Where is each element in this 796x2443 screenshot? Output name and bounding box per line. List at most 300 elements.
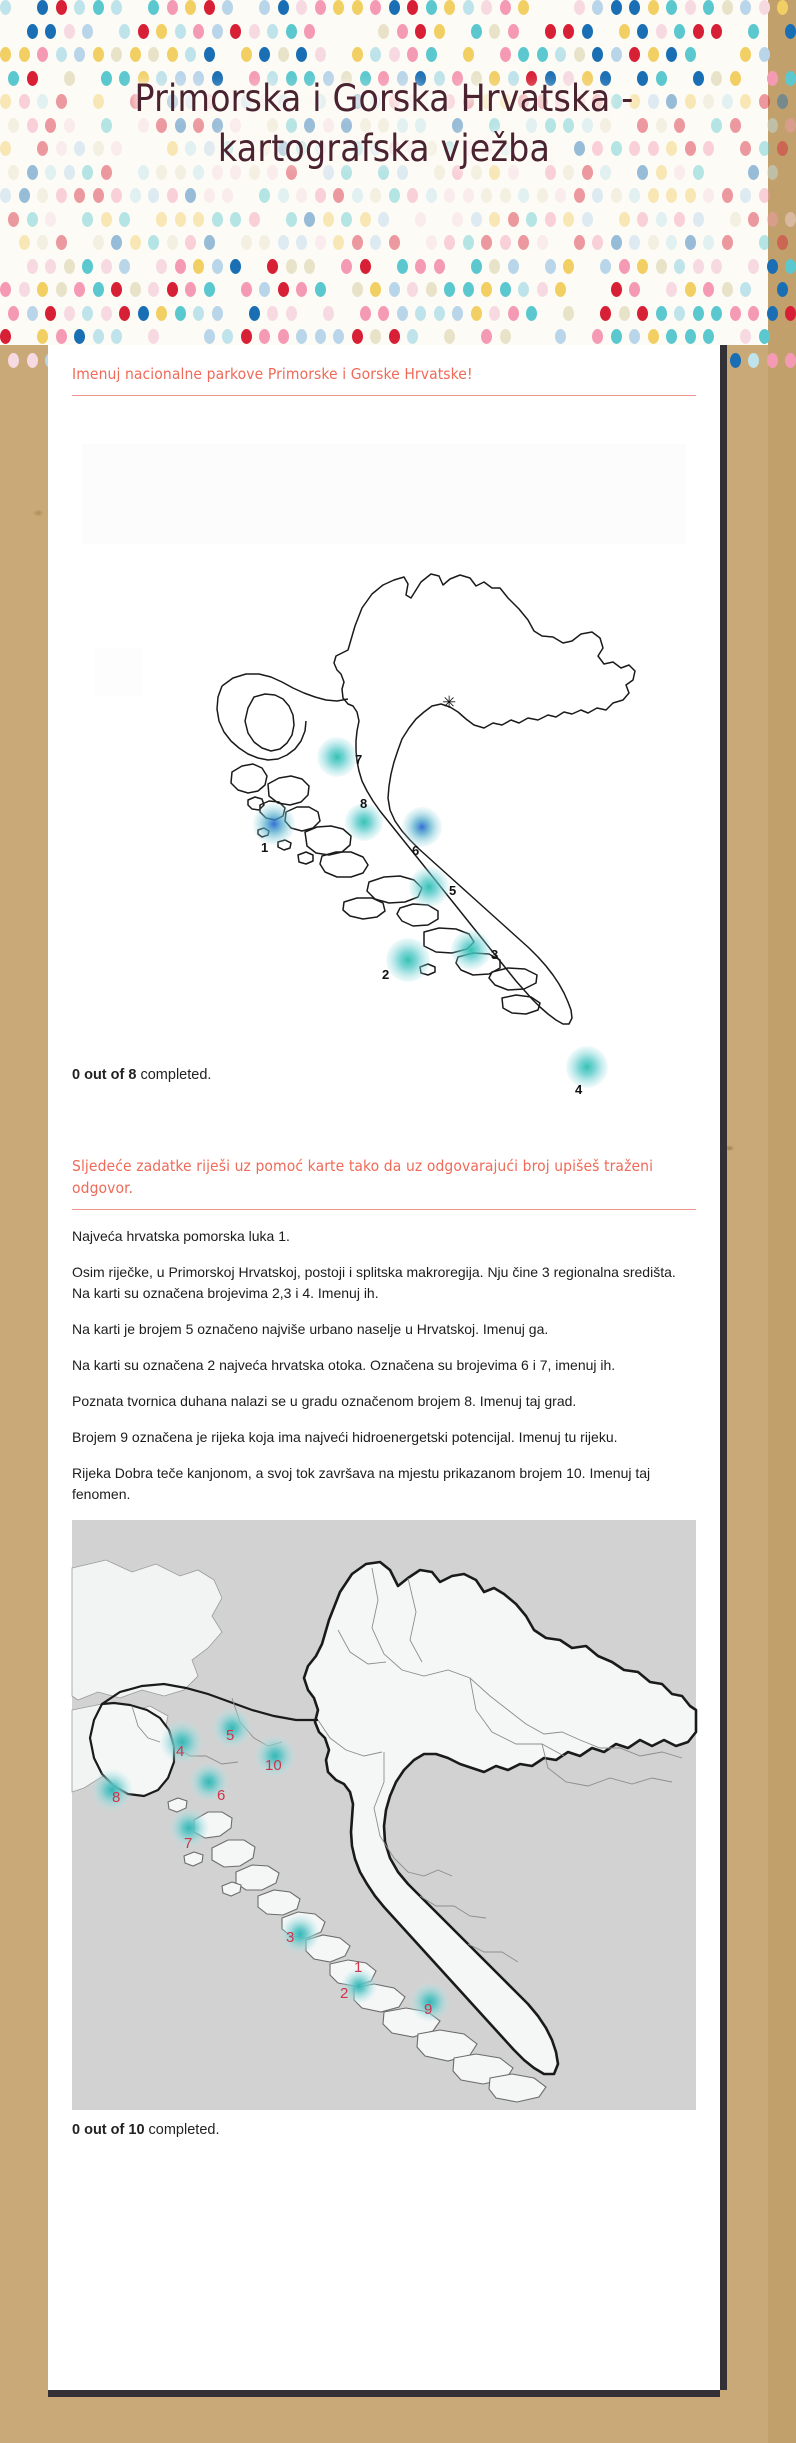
dot	[785, 353, 796, 368]
dot	[434, 259, 445, 274]
dot	[500, 188, 511, 203]
dot	[341, 212, 352, 227]
dot	[212, 259, 223, 274]
dot	[463, 47, 474, 62]
dot	[360, 212, 371, 227]
svg-text:9: 9	[424, 2001, 433, 2018]
dot	[241, 329, 252, 344]
dot	[230, 212, 241, 227]
dot	[74, 188, 85, 203]
task-item: Na karti su označena 2 najveća hrvatska otoka. Označena su brojevima 6 i 7, imenuj ih.	[72, 1357, 616, 1373]
dot	[64, 306, 75, 321]
dot	[711, 259, 722, 274]
dot	[722, 188, 733, 203]
dot	[518, 282, 529, 297]
dot	[637, 306, 648, 321]
task-item: Najveća hrvatska pomorska luka 1.	[72, 1228, 290, 1244]
dot	[304, 24, 315, 39]
dot	[537, 188, 548, 203]
section1-heading: Imenuj nacionalne parkove Primorske i Gorske Hrvatske!	[72, 365, 473, 383]
dot	[785, 118, 796, 133]
dot	[37, 235, 48, 250]
dot	[119, 24, 130, 39]
dot	[444, 329, 455, 344]
svg-text:7: 7	[184, 1835, 193, 1852]
dot	[397, 306, 408, 321]
dot	[582, 212, 593, 227]
dot	[130, 282, 141, 297]
dot	[138, 306, 149, 321]
dot	[204, 47, 215, 62]
dot	[545, 259, 556, 274]
dot	[370, 235, 381, 250]
dot	[8, 212, 19, 227]
dot	[767, 71, 778, 86]
dot	[426, 235, 437, 250]
dot	[711, 24, 722, 39]
dot	[481, 282, 492, 297]
dot	[685, 235, 696, 250]
dot	[389, 282, 400, 297]
dot	[389, 0, 400, 15]
dot	[389, 235, 400, 250]
dot	[241, 47, 252, 62]
dot	[452, 306, 463, 321]
dot	[315, 188, 326, 203]
page-header	[0, 0, 768, 345]
dot	[785, 306, 796, 321]
dot	[130, 235, 141, 250]
svg-text:4: 4	[176, 1743, 185, 1760]
dot	[407, 329, 418, 344]
dot	[56, 282, 67, 297]
dot	[74, 282, 85, 297]
svg-text:3: 3	[491, 947, 499, 962]
dot	[415, 212, 426, 227]
dot	[230, 259, 241, 274]
dot	[148, 188, 159, 203]
dot	[563, 24, 574, 39]
dot	[397, 259, 408, 274]
dot	[119, 306, 130, 321]
dot	[185, 188, 196, 203]
dot	[193, 24, 204, 39]
croatia-grey-map[interactable]	[72, 1520, 696, 2110]
dot	[278, 235, 289, 250]
dot	[767, 353, 778, 368]
dot	[333, 329, 344, 344]
dot	[315, 47, 326, 62]
dot	[748, 306, 759, 321]
section2-progress-suffix: completed.	[144, 2122, 220, 2138]
dot	[629, 47, 640, 62]
dot	[619, 24, 630, 39]
dot	[508, 259, 519, 274]
dot	[592, 329, 603, 344]
dot	[222, 329, 233, 344]
dot	[352, 235, 363, 250]
dot	[360, 259, 371, 274]
dot	[119, 259, 130, 274]
dot	[767, 212, 778, 227]
dot	[27, 212, 38, 227]
dot	[508, 306, 519, 321]
dot	[212, 24, 223, 39]
dot	[204, 188, 215, 203]
dot	[648, 235, 659, 250]
section2-progress-count: 0 out of 10	[72, 2122, 145, 2138]
svg-text:✳: ✳	[442, 693, 457, 712]
dot	[656, 212, 667, 227]
dot	[175, 259, 186, 274]
dot	[286, 24, 297, 39]
dot	[93, 329, 104, 344]
dot	[666, 282, 677, 297]
dot	[352, 188, 363, 203]
dot	[19, 188, 30, 203]
dot	[82, 259, 93, 274]
svg-text:8: 8	[360, 796, 368, 811]
dot	[785, 259, 796, 274]
dot	[0, 188, 11, 203]
dot	[611, 47, 622, 62]
dot	[296, 329, 307, 344]
dot	[93, 47, 104, 62]
dot	[574, 0, 585, 15]
dot	[592, 47, 603, 62]
dot	[130, 47, 141, 62]
dot	[111, 0, 122, 15]
svg-text:2: 2	[382, 967, 390, 982]
dot	[185, 0, 196, 15]
dot	[56, 47, 67, 62]
dot	[500, 282, 511, 297]
dot	[74, 47, 85, 62]
dot	[111, 47, 122, 62]
dot	[748, 24, 759, 39]
dot	[481, 329, 492, 344]
dot	[611, 235, 622, 250]
dot	[666, 188, 677, 203]
dot	[415, 306, 426, 321]
dot	[767, 306, 778, 321]
dot	[563, 306, 574, 321]
dot	[489, 212, 500, 227]
dot	[656, 306, 667, 321]
dot	[204, 282, 215, 297]
dot	[767, 165, 778, 180]
dot	[426, 0, 437, 15]
page-title	[0, 74, 768, 173]
dot	[315, 235, 326, 250]
dot	[759, 188, 770, 203]
dot	[555, 329, 566, 344]
dot	[167, 47, 178, 62]
dot	[740, 329, 751, 344]
dot	[304, 212, 315, 227]
svg-text:5: 5	[226, 1727, 235, 1744]
dot	[426, 188, 437, 203]
dot	[241, 235, 252, 250]
task-list	[72, 1226, 696, 1505]
dot	[582, 24, 593, 39]
dot	[111, 188, 122, 203]
dot	[82, 24, 93, 39]
dot	[370, 47, 381, 62]
section-spacer	[72, 1109, 696, 1155]
dot	[156, 24, 167, 39]
dot	[352, 47, 363, 62]
dot	[286, 306, 297, 321]
dot	[259, 188, 270, 203]
dot	[296, 47, 307, 62]
dot	[481, 0, 492, 15]
svg-text:2: 2	[340, 1985, 349, 2002]
dot	[82, 212, 93, 227]
dot	[611, 188, 622, 203]
section1-progress-count: 0 out of 8	[72, 1067, 137, 1083]
dot	[241, 282, 252, 297]
dot	[267, 24, 278, 39]
dot	[426, 282, 437, 297]
dot	[693, 259, 704, 274]
dot	[648, 188, 659, 203]
dot	[656, 24, 667, 39]
dot	[8, 306, 19, 321]
dot	[259, 0, 270, 15]
dot	[666, 0, 677, 15]
dot	[730, 306, 741, 321]
dot	[370, 0, 381, 15]
dot	[101, 259, 112, 274]
dot	[389, 329, 400, 344]
dot	[286, 259, 297, 274]
dot	[711, 306, 722, 321]
dot	[8, 353, 19, 368]
dot	[629, 235, 640, 250]
dot	[426, 47, 437, 62]
dot	[204, 235, 215, 250]
dot	[148, 235, 159, 250]
dot	[703, 0, 714, 15]
svg-text:1: 1	[261, 840, 269, 855]
dot	[748, 259, 759, 274]
dot	[703, 235, 714, 250]
dot	[611, 282, 622, 297]
dot	[600, 306, 611, 321]
dot	[489, 24, 500, 39]
dot	[637, 212, 648, 227]
dot	[259, 235, 270, 250]
dot	[185, 282, 196, 297]
dot	[315, 0, 326, 15]
dot	[101, 212, 112, 227]
dot	[37, 47, 48, 62]
dot	[333, 0, 344, 15]
dot	[693, 24, 704, 39]
svg-text:7: 7	[355, 752, 363, 767]
dot	[148, 282, 159, 297]
task-item: Osim riječke, u Primorskoj Hrvatskoj, postoji i splitska makroregija. Nju čine 3 regionalna središta. Na karti su označena brojevima 2,3 i 4. Imenuj ih.	[72, 1264, 676, 1301]
dot	[193, 212, 204, 227]
svg-text:4: 4	[575, 1082, 583, 1097]
dot	[259, 282, 270, 297]
dot	[222, 0, 233, 15]
dot	[481, 235, 492, 250]
dot	[444, 282, 455, 297]
dot	[352, 0, 363, 15]
dot	[167, 235, 178, 250]
dot	[323, 212, 334, 227]
croatia-grey-map-svg	[72, 1520, 696, 2110]
dot	[767, 259, 778, 274]
dot	[156, 212, 167, 227]
dot	[259, 329, 270, 344]
section2-heading: Sljedeće zadatke riješi uz pomoć karte tako da uz odgovarajući broj upišeš traženi odgovor.	[72, 1157, 654, 1197]
dot	[777, 235, 788, 250]
dot	[463, 282, 474, 297]
dot	[555, 282, 566, 297]
dot	[648, 47, 659, 62]
dot	[759, 235, 770, 250]
dot	[777, 94, 788, 109]
dot	[323, 306, 334, 321]
dot	[674, 306, 685, 321]
dot	[37, 329, 48, 344]
dot	[463, 0, 474, 15]
dot	[674, 212, 685, 227]
dot	[352, 329, 363, 344]
dot	[56, 329, 67, 344]
dot	[267, 259, 278, 274]
dot	[175, 306, 186, 321]
dot	[648, 0, 659, 15]
dot	[666, 329, 677, 344]
dot	[111, 282, 122, 297]
dot	[656, 259, 667, 274]
dot	[730, 212, 741, 227]
dot	[592, 188, 603, 203]
content-card	[48, 345, 720, 2390]
dot	[304, 259, 315, 274]
dot	[722, 0, 733, 15]
dot	[389, 188, 400, 203]
task-item: Na karti je brojem 5 označeno najviše urbano naselje u Hrvatskoj. Imenuj ga.	[72, 1321, 549, 1337]
dot	[740, 282, 751, 297]
dot	[685, 329, 696, 344]
svg-text:6: 6	[217, 1787, 226, 1804]
dot	[185, 235, 196, 250]
dot	[444, 0, 455, 15]
dot	[629, 0, 640, 15]
dot	[444, 235, 455, 250]
dot	[249, 24, 260, 39]
dot	[333, 235, 344, 250]
task-item: Rijeka Dobra teče kanjonom, a svoj tok završava na mjestu prikazanom brojem 10. Imenuj taj fenomen.	[72, 1465, 651, 1502]
dot	[249, 306, 260, 321]
dot	[471, 212, 482, 227]
dot	[489, 306, 500, 321]
dot	[722, 282, 733, 297]
dot	[82, 306, 93, 321]
dot	[703, 329, 714, 344]
dot	[278, 47, 289, 62]
dot	[278, 282, 289, 297]
dot	[563, 212, 574, 227]
dot	[148, 0, 159, 15]
dot	[37, 282, 48, 297]
dot	[296, 0, 307, 15]
dot	[518, 188, 529, 203]
dot	[748, 353, 759, 368]
dot	[167, 188, 178, 203]
dot	[574, 188, 585, 203]
dot	[193, 306, 204, 321]
dot	[93, 235, 104, 250]
dot	[500, 235, 511, 250]
dot	[415, 24, 426, 39]
dot	[93, 282, 104, 297]
dot	[370, 188, 381, 203]
dot	[167, 282, 178, 297]
dot	[574, 47, 585, 62]
dot	[93, 0, 104, 15]
dot	[119, 212, 130, 227]
dot	[333, 188, 344, 203]
dot	[611, 0, 622, 15]
dot	[500, 329, 511, 344]
dot	[619, 259, 630, 274]
dot	[278, 188, 289, 203]
dot	[407, 0, 418, 15]
dot	[434, 24, 445, 39]
dot	[360, 306, 371, 321]
dot	[74, 0, 85, 15]
dot	[629, 282, 640, 297]
dot	[27, 24, 38, 39]
dot	[175, 24, 186, 39]
dot	[45, 259, 56, 274]
dot	[703, 188, 714, 203]
dot	[378, 306, 389, 321]
dot	[463, 188, 474, 203]
dot	[27, 306, 38, 321]
dot	[296, 282, 307, 297]
dot	[37, 0, 48, 15]
dot	[315, 282, 326, 297]
dot	[370, 329, 381, 344]
svg-text:5: 5	[449, 883, 457, 898]
dot	[0, 282, 11, 297]
dot	[518, 47, 529, 62]
dot	[685, 0, 696, 15]
dot	[500, 0, 511, 15]
dot	[27, 259, 38, 274]
dot	[685, 47, 696, 62]
dot	[193, 259, 204, 274]
dot	[407, 47, 418, 62]
dot	[56, 188, 67, 203]
dot	[674, 24, 685, 39]
dot	[397, 24, 408, 39]
dot	[759, 47, 770, 62]
dot	[56, 0, 67, 15]
dot	[315, 329, 326, 344]
dot	[267, 306, 278, 321]
dot	[518, 235, 529, 250]
dot	[685, 188, 696, 203]
dot	[693, 306, 704, 321]
